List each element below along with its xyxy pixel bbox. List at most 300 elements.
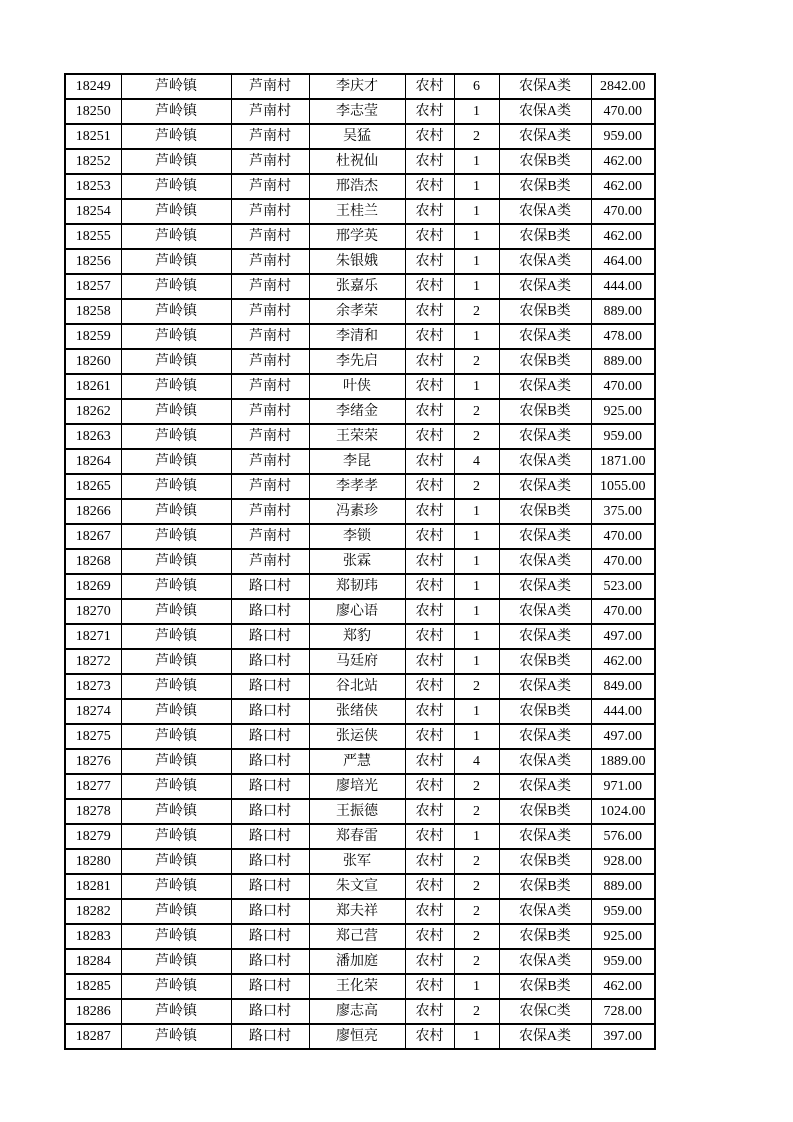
cell-insurance-category: 农保B类	[499, 149, 591, 174]
cell-village: 芦南村	[231, 299, 309, 324]
cell-town: 芦岭镇	[121, 874, 231, 899]
cell-village: 路口村	[231, 699, 309, 724]
cell-amount: 889.00	[591, 349, 655, 374]
cell-amount: 444.00	[591, 699, 655, 724]
cell-town: 芦岭镇	[121, 724, 231, 749]
table-row	[65, 499, 655, 524]
cell-amount: 959.00	[591, 124, 655, 149]
cell-person-count: 2	[454, 899, 499, 924]
cell-record-id: 18256	[65, 249, 121, 274]
cell-record-id: 18278	[65, 799, 121, 824]
cell-person-count: 2	[454, 849, 499, 874]
table-row	[65, 924, 655, 949]
cell-record-id: 18253	[65, 174, 121, 199]
cell-residence-type: 农村	[405, 974, 454, 999]
cell-amount: 1889.00	[591, 749, 655, 774]
cell-record-id: 18265	[65, 474, 121, 499]
table-row	[65, 1024, 655, 1049]
cell-person-count: 1	[454, 99, 499, 124]
cell-record-id: 18284	[65, 949, 121, 974]
cell-person-count: 1	[454, 524, 499, 549]
cell-village: 芦南村	[231, 424, 309, 449]
cell-town: 芦岭镇	[121, 974, 231, 999]
cell-record-id: 18274	[65, 699, 121, 724]
cell-residence-type: 农村	[405, 174, 454, 199]
cell-person-count: 2	[454, 399, 499, 424]
cell-village: 芦南村	[231, 499, 309, 524]
cell-record-id: 18259	[65, 324, 121, 349]
cell-village: 芦南村	[231, 324, 309, 349]
cell-amount: 889.00	[591, 874, 655, 899]
cell-person-name: 王化荣	[309, 974, 405, 999]
cell-residence-type: 农村	[405, 599, 454, 624]
cell-town: 芦岭镇	[121, 424, 231, 449]
cell-town: 芦岭镇	[121, 174, 231, 199]
cell-town: 芦岭镇	[121, 699, 231, 724]
cell-village: 芦南村	[231, 149, 309, 174]
cell-residence-type: 农村	[405, 549, 454, 574]
cell-record-id: 18279	[65, 824, 121, 849]
cell-residence-type: 农村	[405, 424, 454, 449]
cell-town: 芦岭镇	[121, 149, 231, 174]
cell-town: 芦岭镇	[121, 124, 231, 149]
cell-person-count: 1	[454, 224, 499, 249]
cell-person-count: 1	[454, 499, 499, 524]
cell-amount: 1024.00	[591, 799, 655, 824]
cell-village: 路口村	[231, 674, 309, 699]
cell-person-name: 朱银娥	[309, 249, 405, 274]
cell-record-id: 18277	[65, 774, 121, 799]
cell-person-count: 1	[454, 249, 499, 274]
cell-insurance-category: 农保A类	[499, 949, 591, 974]
cell-record-id: 18266	[65, 499, 121, 524]
table-row	[65, 374, 655, 399]
cell-village: 芦南村	[231, 224, 309, 249]
cell-residence-type: 农村	[405, 924, 454, 949]
table-row	[65, 174, 655, 199]
cell-insurance-category: 农保B类	[499, 349, 591, 374]
cell-residence-type: 农村	[405, 699, 454, 724]
cell-record-id: 18285	[65, 974, 121, 999]
cell-record-id: 18269	[65, 574, 121, 599]
table-row	[65, 549, 655, 574]
cell-amount: 497.00	[591, 724, 655, 749]
cell-person-count: 1	[454, 649, 499, 674]
cell-person-name: 王振德	[309, 799, 405, 824]
cell-insurance-category: 农保A类	[499, 324, 591, 349]
cell-amount: 470.00	[591, 374, 655, 399]
cell-record-id: 18252	[65, 149, 121, 174]
cell-village: 芦南村	[231, 474, 309, 499]
cell-person-name: 王桂兰	[309, 199, 405, 224]
cell-person-count: 1	[454, 149, 499, 174]
cell-town: 芦岭镇	[121, 299, 231, 324]
cell-person-name: 李绪金	[309, 399, 405, 424]
cell-amount: 928.00	[591, 849, 655, 874]
cell-residence-type: 农村	[405, 799, 454, 824]
cell-village: 芦南村	[231, 524, 309, 549]
cell-amount: 959.00	[591, 899, 655, 924]
cell-insurance-category: 农保B类	[499, 224, 591, 249]
cell-person-count: 4	[454, 449, 499, 474]
cell-village: 路口村	[231, 749, 309, 774]
cell-amount: 464.00	[591, 249, 655, 274]
cell-town: 芦岭镇	[121, 999, 231, 1024]
cell-amount: 470.00	[591, 599, 655, 624]
cell-insurance-category: 农保A类	[499, 274, 591, 299]
table-row	[65, 949, 655, 974]
cell-town: 芦岭镇	[121, 824, 231, 849]
cell-insurance-category: 农保B类	[499, 499, 591, 524]
cell-insurance-category: 农保A类	[499, 724, 591, 749]
cell-village: 路口村	[231, 774, 309, 799]
cell-village: 路口村	[231, 1024, 309, 1049]
cell-village: 路口村	[231, 949, 309, 974]
cell-person-name: 郑己营	[309, 924, 405, 949]
cell-person-name: 李锁	[309, 524, 405, 549]
table-row	[65, 324, 655, 349]
cell-person-name: 朱文宣	[309, 874, 405, 899]
cell-insurance-category: 农保A类	[499, 899, 591, 924]
cell-insurance-category: 农保A类	[499, 199, 591, 224]
cell-person-count: 1	[454, 599, 499, 624]
table-row	[65, 774, 655, 799]
cell-village: 芦南村	[231, 349, 309, 374]
cell-person-count: 1	[454, 824, 499, 849]
cell-residence-type: 农村	[405, 524, 454, 549]
cell-town: 芦岭镇	[121, 774, 231, 799]
cell-amount: 478.00	[591, 324, 655, 349]
cell-amount: 470.00	[591, 549, 655, 574]
cell-person-name: 李先启	[309, 349, 405, 374]
table-row	[65, 249, 655, 274]
cell-amount: 925.00	[591, 399, 655, 424]
cell-record-id: 18272	[65, 649, 121, 674]
cell-record-id: 18251	[65, 124, 121, 149]
cell-insurance-category: 农保B类	[499, 699, 591, 724]
table-row	[65, 849, 655, 874]
cell-town: 芦岭镇	[121, 599, 231, 624]
cell-person-name: 张霖	[309, 549, 405, 574]
cell-person-count: 2	[454, 424, 499, 449]
cell-village: 芦南村	[231, 174, 309, 199]
cell-residence-type: 农村	[405, 874, 454, 899]
cell-insurance-category: 农保A类	[499, 249, 591, 274]
table-row	[65, 824, 655, 849]
cell-record-id: 18270	[65, 599, 121, 624]
cell-residence-type: 农村	[405, 224, 454, 249]
cell-record-id: 18255	[65, 224, 121, 249]
table-row	[65, 649, 655, 674]
cell-town: 芦岭镇	[121, 324, 231, 349]
cell-residence-type: 农村	[405, 449, 454, 474]
cell-insurance-category: 农保A类	[499, 674, 591, 699]
cell-residence-type: 农村	[405, 124, 454, 149]
cell-person-name: 李庆才	[309, 74, 405, 99]
cell-amount: 1871.00	[591, 449, 655, 474]
table-row	[65, 599, 655, 624]
cell-village: 路口村	[231, 824, 309, 849]
cell-person-name: 潘加庭	[309, 949, 405, 974]
cell-town: 芦岭镇	[121, 924, 231, 949]
cell-village: 路口村	[231, 899, 309, 924]
cell-record-id: 18264	[65, 449, 121, 474]
cell-residence-type: 农村	[405, 149, 454, 174]
cell-person-count: 4	[454, 749, 499, 774]
table-row	[65, 199, 655, 224]
subsidy-table	[64, 73, 656, 1050]
cell-amount: 576.00	[591, 824, 655, 849]
cell-insurance-category: 农保B类	[499, 174, 591, 199]
cell-person-name: 杜祝仙	[309, 149, 405, 174]
cell-person-name: 张军	[309, 849, 405, 874]
cell-residence-type: 农村	[405, 899, 454, 924]
cell-amount: 462.00	[591, 174, 655, 199]
cell-residence-type: 农村	[405, 349, 454, 374]
cell-person-name: 郑春雷	[309, 824, 405, 849]
cell-residence-type: 农村	[405, 624, 454, 649]
cell-record-id: 18268	[65, 549, 121, 574]
cell-person-count: 2	[454, 774, 499, 799]
cell-amount: 959.00	[591, 949, 655, 974]
cell-village: 芦南村	[231, 274, 309, 299]
cell-person-count: 1	[454, 174, 499, 199]
cell-insurance-category: 农保A类	[499, 449, 591, 474]
cell-village: 路口村	[231, 924, 309, 949]
cell-record-id: 18283	[65, 924, 121, 949]
cell-person-name: 李昆	[309, 449, 405, 474]
cell-town: 芦岭镇	[121, 1024, 231, 1049]
cell-village: 路口村	[231, 849, 309, 874]
cell-village: 路口村	[231, 574, 309, 599]
table-row	[65, 449, 655, 474]
cell-person-name: 冯素珍	[309, 499, 405, 524]
cell-record-id: 18249	[65, 74, 121, 99]
cell-insurance-category: 农保A类	[499, 599, 591, 624]
cell-person-count: 1	[454, 974, 499, 999]
cell-amount: 470.00	[591, 99, 655, 124]
cell-record-id: 18281	[65, 874, 121, 899]
cell-amount: 889.00	[591, 299, 655, 324]
cell-insurance-category: 农保A类	[499, 824, 591, 849]
cell-residence-type: 农村	[405, 74, 454, 99]
cell-residence-type: 农村	[405, 999, 454, 1024]
cell-record-id: 18276	[65, 749, 121, 774]
cell-insurance-category: 农保A类	[499, 124, 591, 149]
cell-town: 芦岭镇	[121, 224, 231, 249]
cell-town: 芦岭镇	[121, 649, 231, 674]
cell-village: 路口村	[231, 649, 309, 674]
cell-town: 芦岭镇	[121, 74, 231, 99]
cell-residence-type: 农村	[405, 399, 454, 424]
cell-person-count: 1	[454, 1024, 499, 1049]
table-row	[65, 524, 655, 549]
cell-record-id: 18286	[65, 999, 121, 1024]
table-row	[65, 724, 655, 749]
cell-insurance-category: 农保B类	[499, 849, 591, 874]
cell-insurance-category: 农保A类	[499, 474, 591, 499]
cell-person-name: 廖培光	[309, 774, 405, 799]
cell-person-count: 1	[454, 624, 499, 649]
cell-village: 路口村	[231, 724, 309, 749]
cell-residence-type: 农村	[405, 474, 454, 499]
cell-person-name: 张嘉乐	[309, 274, 405, 299]
cell-residence-type: 农村	[405, 724, 454, 749]
cell-person-count: 1	[454, 699, 499, 724]
cell-record-id: 18263	[65, 424, 121, 449]
cell-village: 芦南村	[231, 549, 309, 574]
cell-record-id: 18282	[65, 899, 121, 924]
table-row	[65, 274, 655, 299]
cell-person-name: 张绪侠	[309, 699, 405, 724]
cell-amount: 971.00	[591, 774, 655, 799]
cell-town: 芦岭镇	[121, 249, 231, 274]
cell-residence-type: 农村	[405, 674, 454, 699]
cell-town: 芦岭镇	[121, 199, 231, 224]
cell-person-count: 2	[454, 999, 499, 1024]
cell-person-name: 邢浩杰	[309, 174, 405, 199]
cell-person-name: 吴猛	[309, 124, 405, 149]
cell-person-name: 张运侠	[309, 724, 405, 749]
cell-person-name: 郑夫祥	[309, 899, 405, 924]
cell-person-count: 1	[454, 549, 499, 574]
table-row	[65, 224, 655, 249]
cell-person-count: 2	[454, 874, 499, 899]
cell-insurance-category: 农保A类	[499, 549, 591, 574]
cell-record-id: 18280	[65, 849, 121, 874]
cell-amount: 462.00	[591, 649, 655, 674]
cell-person-name: 严慧	[309, 749, 405, 774]
table-row	[65, 149, 655, 174]
cell-village: 路口村	[231, 999, 309, 1024]
cell-residence-type: 农村	[405, 324, 454, 349]
cell-town: 芦岭镇	[121, 899, 231, 924]
table-row	[65, 699, 655, 724]
cell-amount: 1055.00	[591, 474, 655, 499]
cell-town: 芦岭镇	[121, 399, 231, 424]
cell-person-name: 叶侠	[309, 374, 405, 399]
cell-residence-type: 农村	[405, 249, 454, 274]
cell-insurance-category: 农保A类	[499, 574, 591, 599]
cell-town: 芦岭镇	[121, 674, 231, 699]
cell-person-count: 2	[454, 924, 499, 949]
cell-person-count: 2	[454, 949, 499, 974]
cell-person-count: 1	[454, 724, 499, 749]
cell-town: 芦岭镇	[121, 499, 231, 524]
cell-insurance-category: 农保A类	[499, 1024, 591, 1049]
cell-insurance-category: 农保A类	[499, 424, 591, 449]
cell-residence-type: 农村	[405, 774, 454, 799]
cell-person-name: 廖志高	[309, 999, 405, 1024]
cell-person-count: 1	[454, 199, 499, 224]
cell-insurance-category: 农保B类	[499, 649, 591, 674]
cell-residence-type: 农村	[405, 499, 454, 524]
cell-town: 芦岭镇	[121, 524, 231, 549]
cell-person-name: 廖心语	[309, 599, 405, 624]
cell-insurance-category: 农保A类	[499, 749, 591, 774]
cell-insurance-category: 农保B类	[499, 399, 591, 424]
cell-town: 芦岭镇	[121, 549, 231, 574]
cell-record-id: 18262	[65, 399, 121, 424]
cell-record-id: 18273	[65, 674, 121, 699]
cell-amount: 497.00	[591, 624, 655, 649]
cell-amount: 2842.00	[591, 74, 655, 99]
cell-record-id: 18287	[65, 1024, 121, 1049]
cell-person-count: 2	[454, 349, 499, 374]
cell-amount: 444.00	[591, 274, 655, 299]
table-row	[65, 399, 655, 424]
cell-town: 芦岭镇	[121, 749, 231, 774]
cell-person-count: 1	[454, 324, 499, 349]
cell-village: 芦南村	[231, 199, 309, 224]
cell-amount: 728.00	[591, 999, 655, 1024]
cell-town: 芦岭镇	[121, 799, 231, 824]
cell-record-id: 18258	[65, 299, 121, 324]
cell-insurance-category: 农保B类	[499, 799, 591, 824]
table-row	[65, 574, 655, 599]
cell-amount: 462.00	[591, 224, 655, 249]
cell-town: 芦岭镇	[121, 349, 231, 374]
table-row	[65, 674, 655, 699]
cell-residence-type: 农村	[405, 274, 454, 299]
cell-insurance-category: 农保A类	[499, 374, 591, 399]
cell-record-id: 18271	[65, 624, 121, 649]
document-sheet	[64, 73, 656, 1050]
cell-insurance-category: 农保B类	[499, 874, 591, 899]
cell-amount: 470.00	[591, 199, 655, 224]
table-row	[65, 299, 655, 324]
cell-person-count: 2	[454, 474, 499, 499]
cell-person-count: 1	[454, 574, 499, 599]
table-row	[65, 124, 655, 149]
table-row	[65, 474, 655, 499]
cell-village: 芦南村	[231, 449, 309, 474]
cell-record-id: 18261	[65, 374, 121, 399]
table-row	[65, 74, 655, 99]
table-row	[65, 999, 655, 1024]
cell-town: 芦岭镇	[121, 949, 231, 974]
cell-village: 路口村	[231, 799, 309, 824]
cell-village: 芦南村	[231, 374, 309, 399]
cell-residence-type: 农村	[405, 949, 454, 974]
cell-residence-type: 农村	[405, 374, 454, 399]
cell-insurance-category: 农保A类	[499, 774, 591, 799]
cell-insurance-category: 农保A类	[499, 624, 591, 649]
table-row	[65, 624, 655, 649]
cell-amount: 375.00	[591, 499, 655, 524]
cell-insurance-category: 农保A类	[499, 74, 591, 99]
cell-town: 芦岭镇	[121, 99, 231, 124]
cell-record-id: 18254	[65, 199, 121, 224]
cell-town: 芦岭镇	[121, 274, 231, 299]
cell-amount: 462.00	[591, 149, 655, 174]
cell-insurance-category: 农保B类	[499, 299, 591, 324]
cell-person-name: 李志莹	[309, 99, 405, 124]
cell-person-count: 6	[454, 74, 499, 99]
table-row	[65, 749, 655, 774]
cell-town: 芦岭镇	[121, 574, 231, 599]
cell-residence-type: 农村	[405, 99, 454, 124]
cell-insurance-category: 农保C类	[499, 999, 591, 1024]
cell-village: 芦南村	[231, 249, 309, 274]
cell-insurance-category: 农保A类	[499, 524, 591, 549]
cell-person-name: 李孝孝	[309, 474, 405, 499]
cell-town: 芦岭镇	[121, 374, 231, 399]
cell-person-count: 1	[454, 374, 499, 399]
cell-amount: 523.00	[591, 574, 655, 599]
table-row	[65, 424, 655, 449]
cell-person-name: 谷北站	[309, 674, 405, 699]
